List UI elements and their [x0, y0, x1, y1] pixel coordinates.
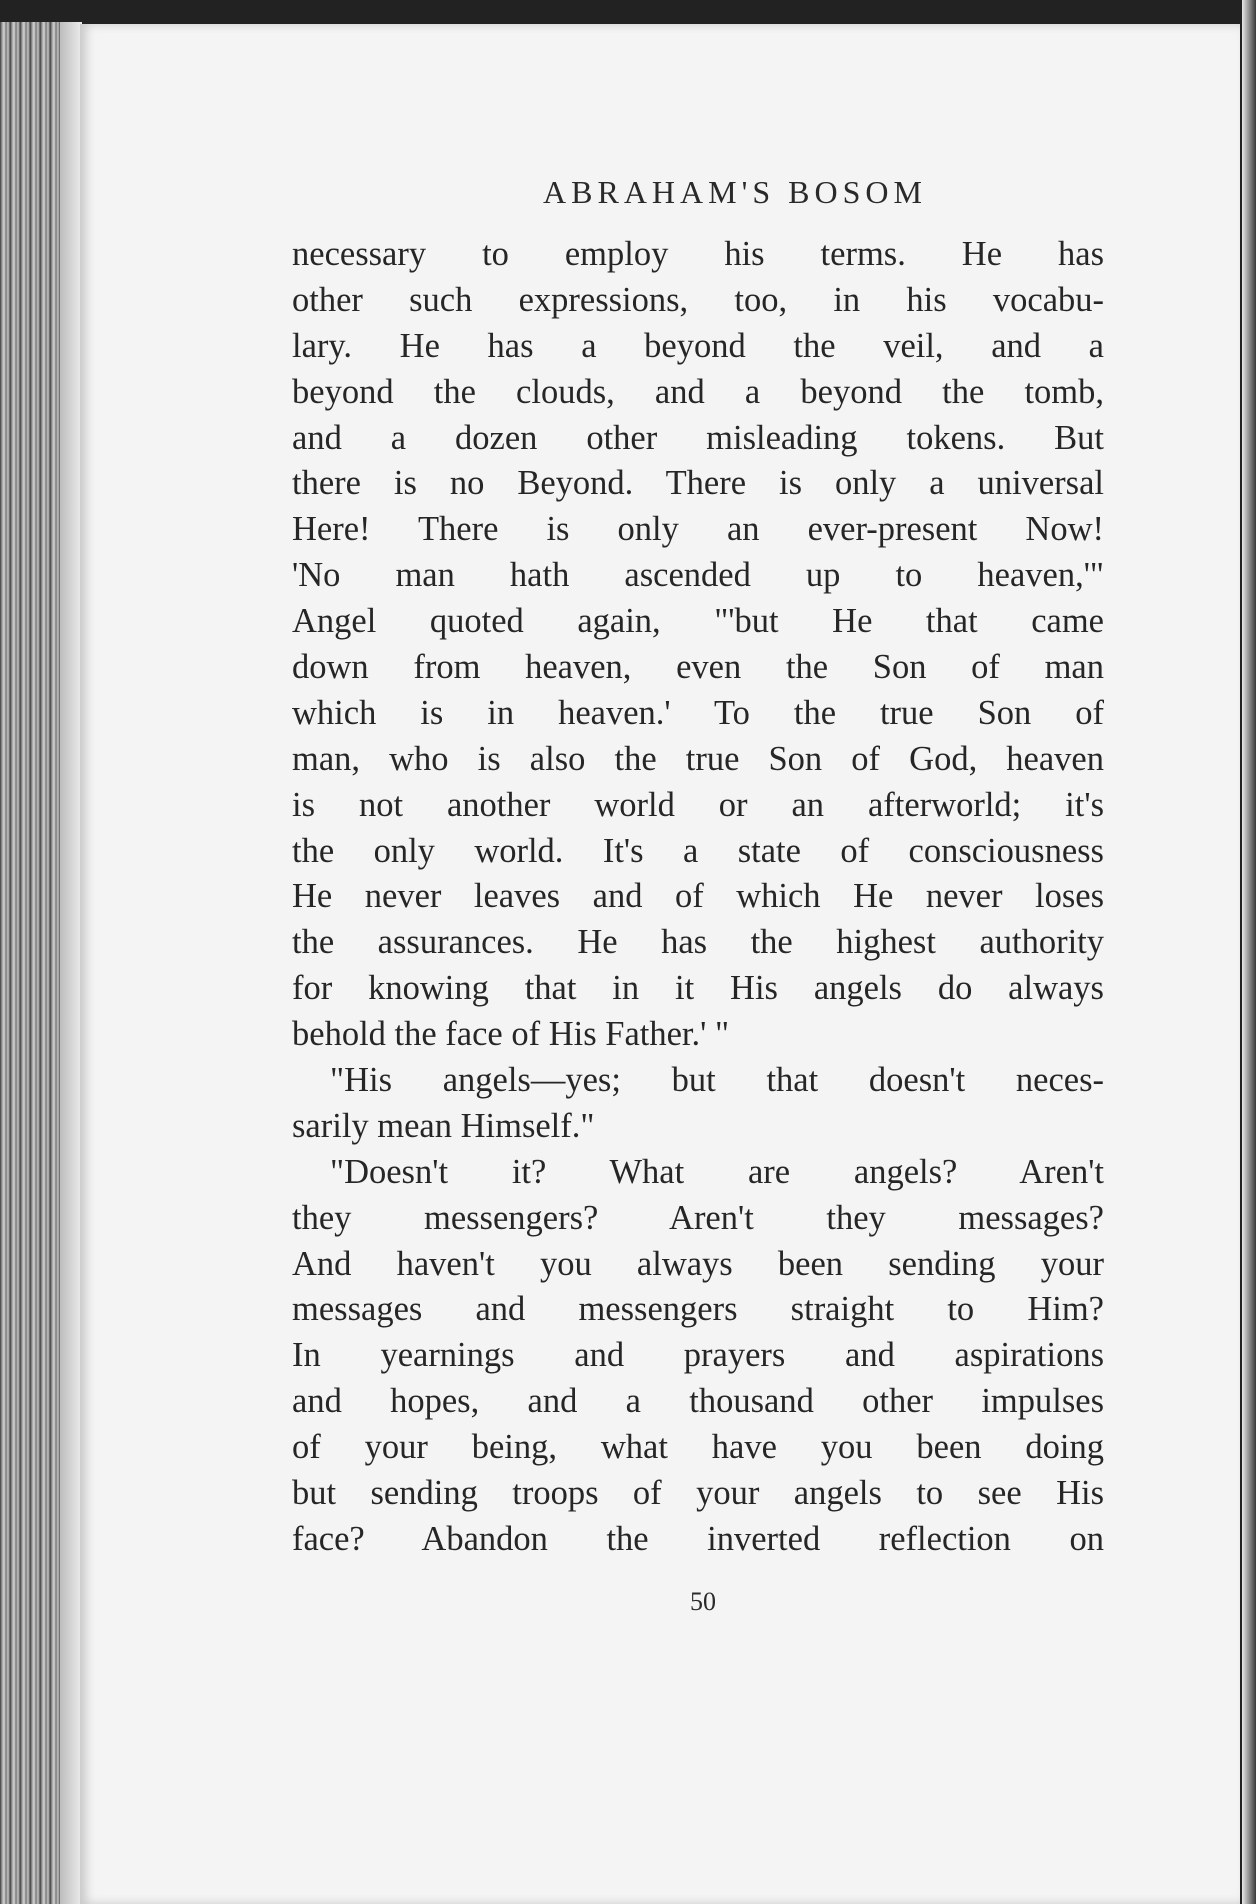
text-line: which is in heaven.' To the true Son of — [292, 693, 1104, 732]
text-line: behold the face of His Father.' " — [292, 1015, 730, 1054]
text-line: man, who is also the true Son of God, heaven — [292, 739, 1104, 778]
text-line: and a dozen other misleading tokens. But — [292, 418, 1104, 457]
text-line: of your being, what have you been doing — [292, 1428, 1104, 1467]
text-line: "His angels—yes; but that doesn't neces- — [330, 1061, 1104, 1100]
text-line: Angel quoted again, "'but He that came — [292, 602, 1104, 641]
text-line: other such expressions, too, in his vocabu- — [292, 280, 1104, 319]
page-number: 50 — [690, 1587, 716, 1616]
text-line: the assurances. He has the highest authority — [292, 923, 1104, 962]
scan-right-edge — [1242, 0, 1256, 1904]
text-line: the only world. It's a state of consciousness — [292, 831, 1104, 870]
text-line: lary. He has a beyond the veil, and a — [292, 326, 1104, 365]
text-line: is not another world or an afterworld; it's — [292, 785, 1104, 824]
text-line: face? Abandon the inverted reflection on — [292, 1519, 1104, 1558]
text-line: Here! There is only an ever-present Now! — [292, 510, 1104, 549]
text-line: 'No man hath ascended up to heaven,'" — [292, 556, 1104, 595]
running-head: ABRAHAM'S BOSOM — [543, 174, 927, 210]
text-line: they messengers? Aren't they messages? — [292, 1198, 1104, 1237]
text-line: there is no Beyond. There is only a universal — [292, 464, 1104, 503]
text-line: In yearnings and prayers and aspirations — [292, 1336, 1104, 1375]
text-line: sarily mean Himself." — [292, 1106, 595, 1145]
text-line: messages and messengers straight to Him? — [292, 1290, 1104, 1329]
book-page-edges — [0, 22, 82, 1904]
text-line: down from heaven, even the Son of man — [292, 648, 1104, 687]
body-text — [292, 232, 1104, 1563]
text-line: for knowing that in it His angels do always — [292, 969, 1104, 1008]
text-line: necessary to employ his terms. He has — [292, 235, 1104, 273]
text-line: but sending troops of your angels to see His — [292, 1474, 1104, 1513]
text-line: beyond the clouds, and a beyond the tomb, — [292, 372, 1104, 411]
text-line: and hopes, and a thousand other impulses — [292, 1382, 1104, 1421]
text-line: He never leaves and of which He never loses — [292, 877, 1104, 916]
text-line: "Doesn't it? What are angels? Aren't — [330, 1152, 1104, 1191]
text-line: And haven't you always been sending your — [292, 1244, 1104, 1283]
